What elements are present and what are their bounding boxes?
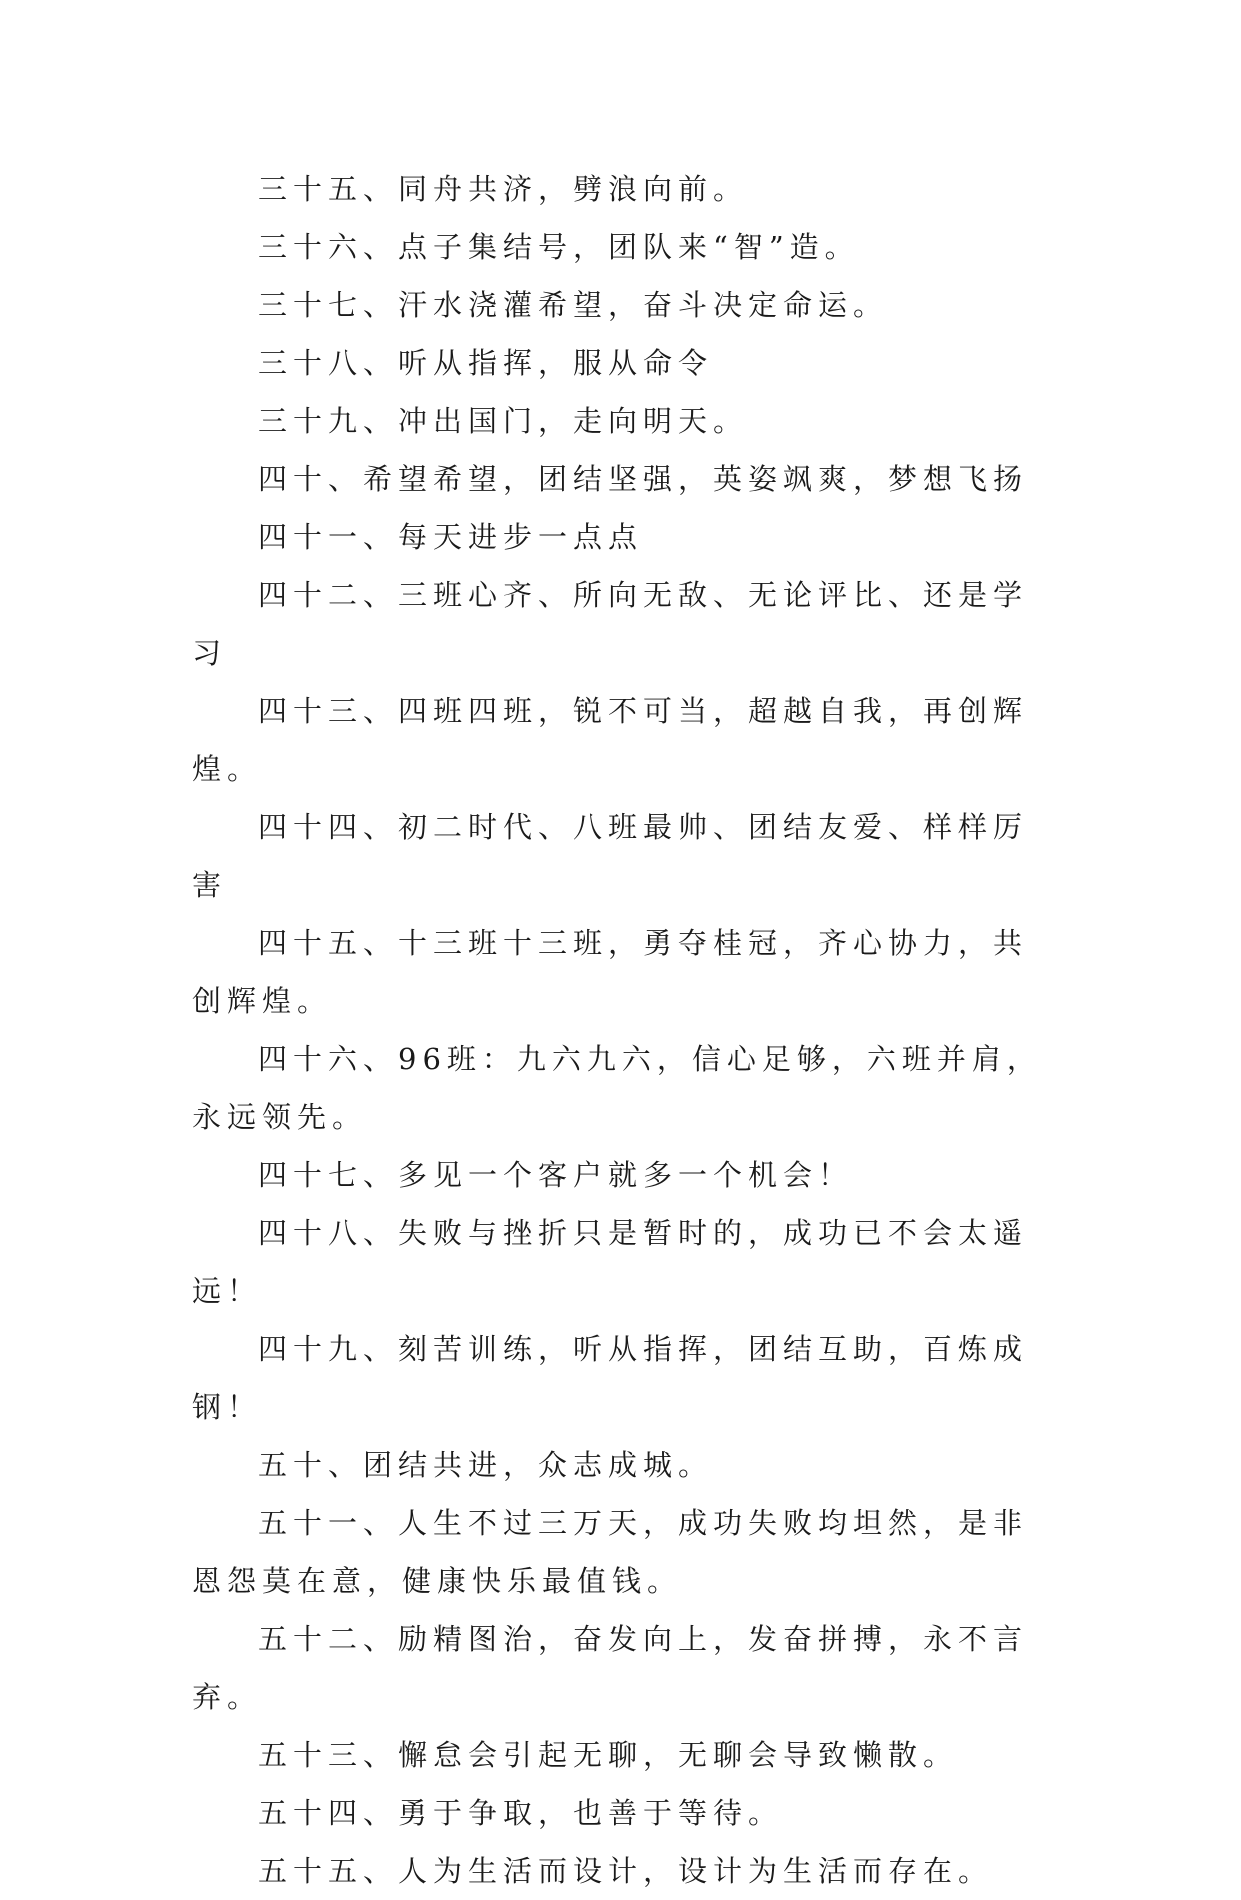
slogan-line: 四十七、多见一个客户就多一个机会！ [258,1158,854,1192]
slogan-line: 五十四、勇于争取，也善于等待。 [258,1796,784,1830]
slogan-line: 五十二、励精图治，奋发向上，发奋拼搏，永不言弃。 [192,1622,1029,1714]
slogan-line: 三十五、同舟共济，劈浪向前。 [258,172,749,206]
slogan-line: 三十七、汗水浇灌希望，奋斗决定命运。 [258,288,889,322]
slogan-line: 四十四、初二时代、八班最帅、团结友爱、样样厉害 [192,810,1029,902]
slogan-line: 五十一、人生不过三万天，成功失败均坦然，是非恩怨莫在意，健康快乐最值钱。 [192,1506,1029,1598]
slogan-line: 四十六、96班：九六九六，信心足够，六班并肩，永远领先。 [192,1042,1042,1134]
slogan-line: 四十二、三班心齐、所向无敌、无论评比、还是学习 [192,578,1029,670]
slogan-line: 三十六、点子集结号，团队来“智”造。 [258,230,860,264]
slogan-line: 五十五、人为生活而设计，设计为生活而存在。 [258,1854,994,1888]
slogan-line: 五十、团结共进，众志成城。 [258,1448,714,1482]
slogan-line: 三十九、冲出国门，走向明天。 [258,404,749,438]
slogan-line: 四十九、刻苦训练，听从指挥，团结互助，百炼成钢！ [192,1332,1029,1424]
slogan-line: 四十五、十三班十三班，勇夺桂冠，齐心协力，共创辉煌。 [192,926,1029,1018]
slogan-line: 四十三、四班四班，锐不可当，超越自我，再创辉煌。 [192,694,1029,786]
slogan-line: 五十三、懈怠会引起无聊，无聊会导致懒散。 [258,1738,959,1772]
slogan-line: 四十八、失败与挫折只是暂时的，成功已不会太遥远！ [192,1216,1029,1308]
slogan-line: 四十、希望希望，团结坚强，英姿飒爽，梦想飞扬 [258,462,1029,496]
slogan-line: 三十八、听从指挥，服从命令 [258,346,714,380]
slogan-line: 四十一、每天进步一点点 [258,520,644,554]
document-body [192,160,1062,1900]
